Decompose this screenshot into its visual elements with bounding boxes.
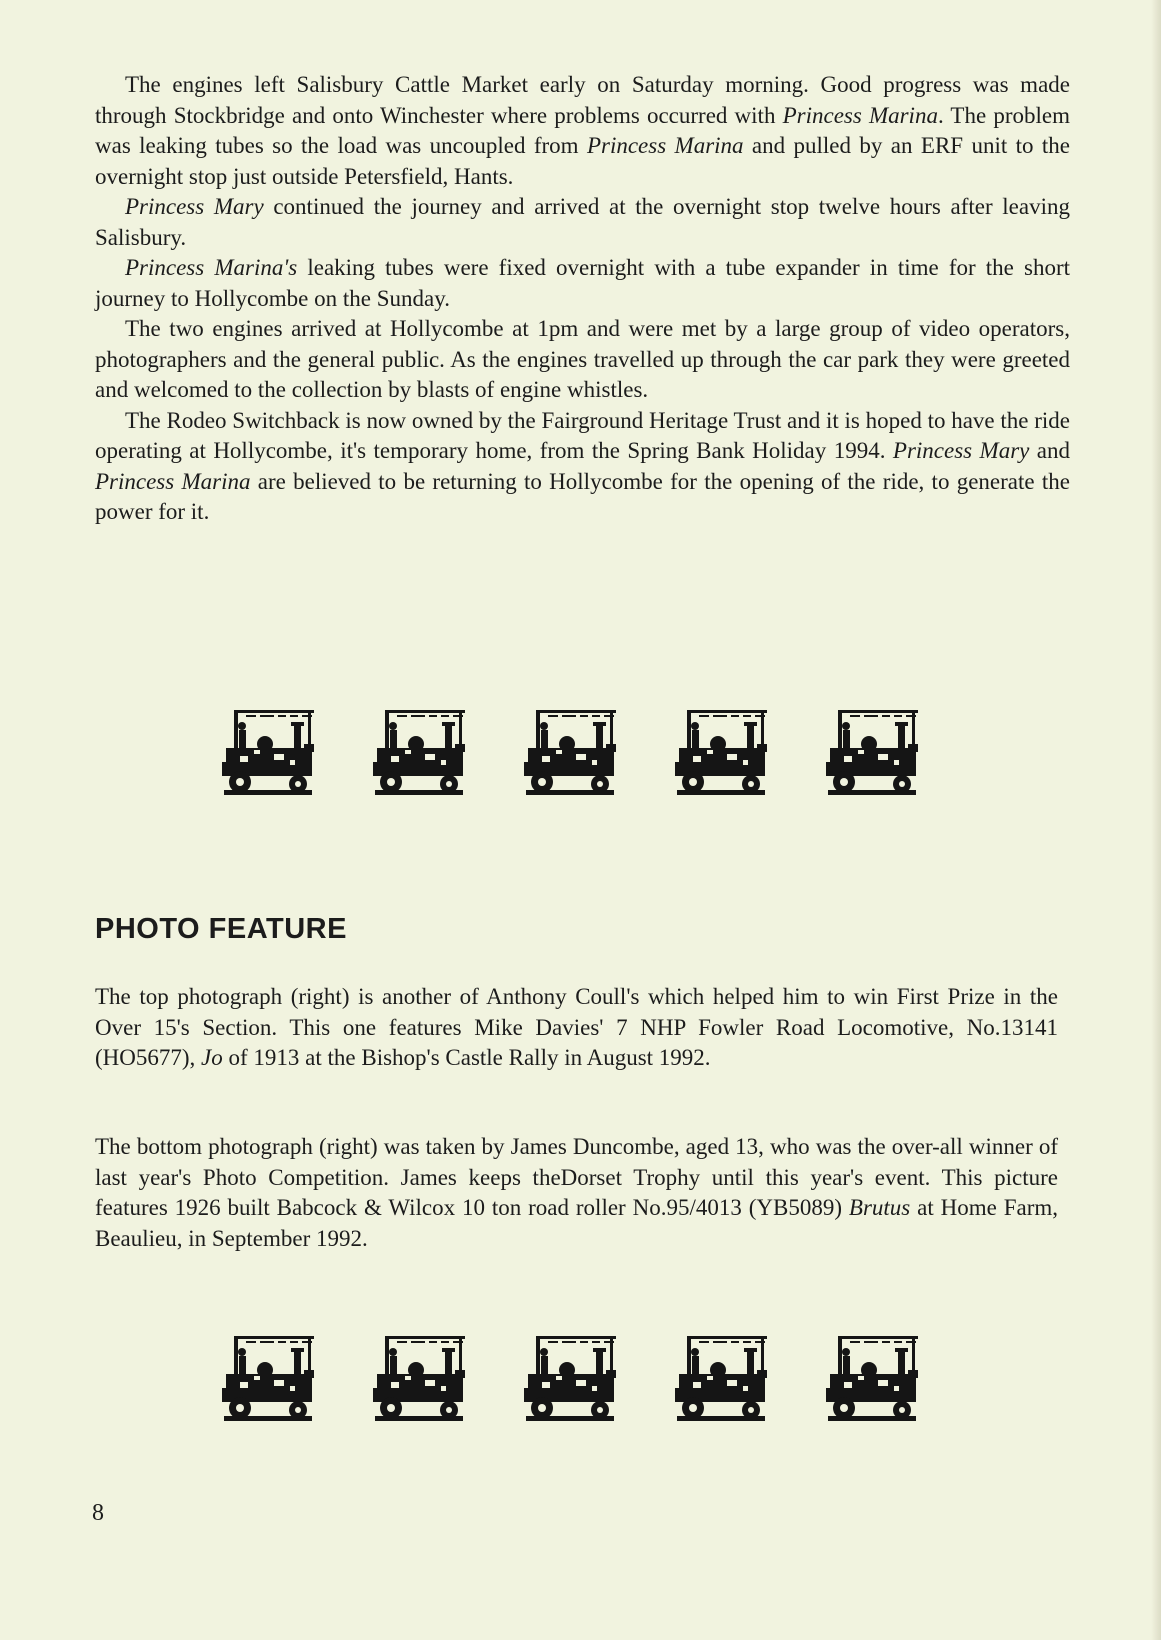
page-edge-shadow (1151, 0, 1161, 1640)
engine-name: Princess Mary (125, 194, 264, 219)
engine-name: Princess Marina's (125, 255, 298, 280)
article-paragraph-3: Princess Marina's leaking tubes were fixed overnight with a tube expander in time for the short journey to Hollycombe on the Sunday. (95, 255, 1071, 311)
engine-name: Princess Mary (892, 438, 1030, 463)
traction-engine-icon (220, 1336, 316, 1426)
engine-name: Princess Marina (95, 468, 251, 494)
article-paragraph-4: The two engines arrived at Hollycombe at 1pm and were met by a large group of video operators, photographers and the general public. As the engines travelled up through the car park they were greeted and welcomed to the collection by blasts of engine whistles. (95, 316, 1070, 402)
article-paragraph-5: The Rodeo Switchback is now owned by the Fairground Heritage Trust and it is hoped to have the ride operating at Hollycombe, it's temporary home, from the Spring Bank Holiday 1994. Princess Mary and Princess Marina are believed to be returning to Hollycombe for the opening of the ride, to generate the power for it. (95, 407, 1071, 524)
traction-engine-icon (522, 710, 618, 800)
page-number: 8 (92, 1500, 104, 1526)
photo-feature-paragraph-1: The top photograph (right) is another of Anthony Coull's which helped him to win First Prize in the Over 15's Section. This one features Mike Davies' 7 NHP Fowler Road Locomotive, No.13141 (HO5677), Jo of 1913 at the Bishop's Castle Rally in August 1992. (95, 984, 1058, 1070)
traction-engine-icon (824, 1336, 920, 1426)
traction-engine-icon (673, 1336, 769, 1426)
engine-name: Princess Marina (586, 133, 744, 158)
engine-divider-top (220, 710, 920, 800)
engine-name: Jo (201, 1045, 223, 1070)
photo-feature-heading: PHOTO FEATURE (95, 913, 347, 945)
traction-engine-icon (673, 710, 769, 800)
article-paragraph-1: The engines left Salisbury Cattle Market early on Saturday morning. Good progress was made through Stockbridge and onto Winchester where problems occurred with Princess Marina. The problem was leaking tubes so the load was uncoupled from Princess Marina and pulled by an ERF unit to the overnight stop just outside Petersfield, Hants. (95, 72, 1071, 189)
traction-engine-icon (220, 710, 316, 800)
engine-divider-bottom (220, 1336, 920, 1426)
article-paragraph-2: Princess Mary continued the journey and arrived at the overnight stop twelve hours after leaving Salisbury. (95, 194, 1070, 250)
traction-engine-icon (824, 710, 920, 800)
photo-feature-paragraph-2: The bottom photograph (right) was taken by James Duncombe, aged 13, who was the over-all winner of last year's Photo Competition. James keeps theDorset Trophy until this year's event. This picture features 1926 built Babcock & Wilcox 10 ton road roller No.95/4013 (YB5089) Brutus at Home Farm, Beaulieu, in September 1992. (95, 1134, 1058, 1251)
traction-engine-icon (371, 710, 467, 800)
engine-name: Brutus (848, 1195, 911, 1220)
engine-name: Princess Marina (782, 102, 938, 128)
article-body (95, 70, 1070, 528)
traction-engine-icon (371, 1336, 467, 1426)
traction-engine-icon (522, 1336, 618, 1426)
